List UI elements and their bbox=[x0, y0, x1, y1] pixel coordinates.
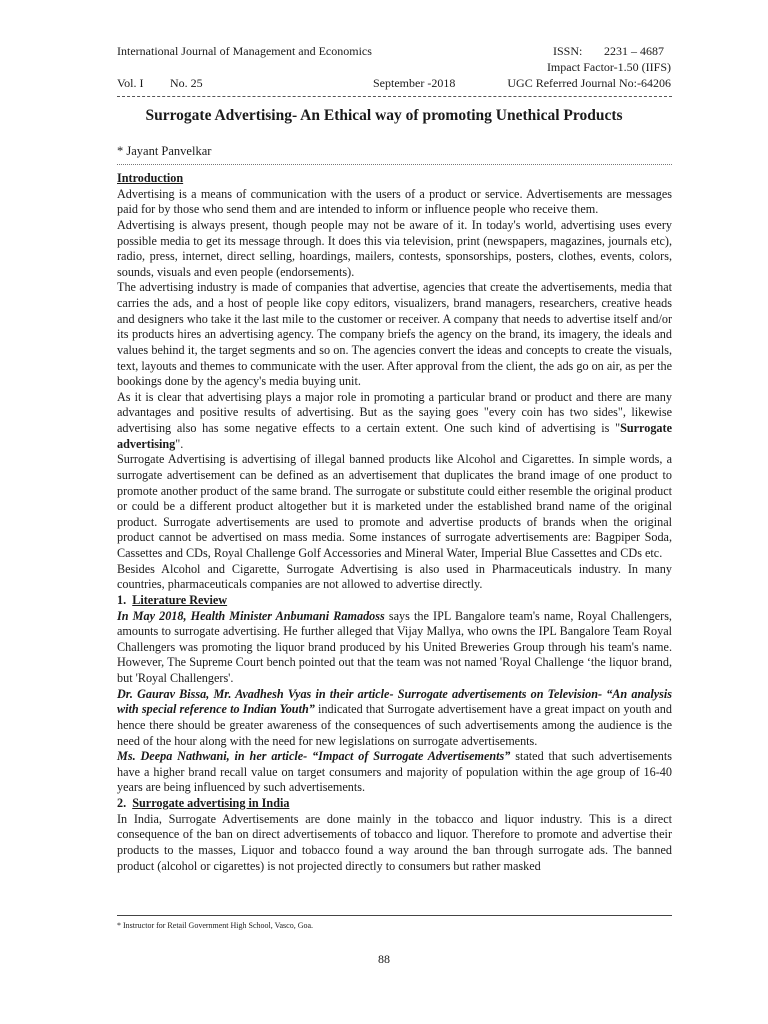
header-divider bbox=[117, 96, 672, 97]
intro-paragraph-1: Advertising is a means of communication with the users of a product or service. Advertisements are messages paid for by those who send them and are intended to inform or influence people who receive them. bbox=[117, 186, 672, 217]
page-number: 88 bbox=[378, 952, 390, 966]
issn-label: ISSN: bbox=[553, 44, 583, 58]
intro-paragraph-4: As it is clear that advertising plays a major role in promoting a particular brand or product and there are many advantages and positive results of advertising. But as the saying goes "every coin has two sides", likewise advertising also has some negative effects to a certain extent. One such kind of advertising is "Surrogate advertising". bbox=[117, 389, 672, 451]
footnote-divider bbox=[117, 915, 672, 916]
india-heading: 2. Surrogate advertising in India bbox=[117, 796, 290, 810]
intro-paragraph-5: Surrogate Advertising is advertising of illegal banned products like Alcohol and Cigarettes. In simple words, a surrogate advertisement can be defined as an advertisement that duplicates the brand image of one product to promote another product of the same brand. The surrogate or substitute could either resemble the original product or could be a different product altogether but it is marketed under the established brand name of the original product. Surrogate advertisements are used to promote and advertise products of brands when the original product cannot be advertised on mass media. Some instances of surrogate advertisements are: Bagpiper Soda, Cassettes and CDs, Royal Challenge Golf Accessories and Mineral Water, Imperial Blue Cassettes and CDs etc. bbox=[117, 452, 672, 560]
intro-paragraph-3: The advertising industry is made of companies that advertise, agencies that create the advertisements, media that carries the ads, and a host of people like copy editors, visualizers, brand managers, researchers, creative heads and designers who take it the last mile to the customer or receiver. A company that needs to advertise itself and/or its products hires an advertising agency. The company briefs the agency on the brand, its imagery, the ideals and values behind it, the target segments and so on. The agencies convert the ideas and concepts to create the visuals, text, layouts and themes to communicate with the user. After approval from the client, the ads go on air, as per the bookings done by the agency's media buying unit. bbox=[117, 280, 672, 389]
article-body bbox=[117, 171, 672, 874]
literature-review-1: In May 2018, Health Minister Anbumani Ramadoss says the IPL Bangalore team's name, Royal Challengers, amounts to surrogate advertising. He further alleged that Vijay Mallya, who owns the IPL Bangalore Team Royal Challengers was promoting the liquor brand produced by his United Breweries Group through his team's name. However, The Supreme Court bench pointed out that the team was not named 'Royal Challenge ‘the liquor brand, but 'Royal Challengers'. bbox=[117, 608, 672, 685]
literature-review-2: Dr. Gaurav Bissa, Mr. Avadhesh Vyas in their article- Surrogate advertisements on Television- “An analysis with special reference to Indian Youth” indicated that Surrogate advertisement have a great impact on youth and hence there should be greater awareness of the consequences of such advertisements among the audience is the need of the hour along with the need for new legislations on surrogate advertisements. bbox=[117, 686, 672, 748]
journal-name: International Journal of Management and Economics bbox=[117, 44, 372, 58]
article-title: Surrogate Advertising- An Ethical way of promoting Unethical Products bbox=[145, 107, 623, 124]
volume: Vol. I bbox=[117, 76, 144, 90]
india-paragraph-1: In India, Surrogate Advertisements are done mainly in the tobacco and liquor industry. This is a direct consequence of the ban on direct advertisements of tobacco and liquor. Therefore to promote and advertise their products to the masses, Liquor and tobacco found a way around the ban through surrogate ads. The banned product (alcohol or cigarettes) is not projected directly to consumers but rather masked bbox=[117, 811, 672, 873]
issue-date: September -2018 bbox=[373, 76, 456, 90]
issn-value: 2231 – 4687 bbox=[604, 44, 664, 58]
literature-review-3: Ms. Deepa Nathwani, in her article- “Impact of Surrogate Advertisements” stated that such advertisements have a higher brand recall value on target consumers and majority of population within the age group of 16-40 years are being influenced by such advertisements. bbox=[117, 749, 672, 795]
author-divider bbox=[117, 164, 672, 165]
issue-number: No. 25 bbox=[170, 76, 203, 90]
author-footnote: * Instructor for Retail Government High School, Vasco, Goa. bbox=[117, 921, 314, 930]
intro-heading: Introduction bbox=[117, 171, 184, 185]
intro-paragraph-6: Besides Alcohol and Cigarette, Surrogate Advertising is also used in Pharmaceuticals industry. In many countries, pharmaceuticals companies are not allowed to advertise directly. bbox=[117, 561, 672, 592]
intro-paragraph-2: Advertising is always present, though people may not be aware of it. In today's world, advertising uses every possible media to get its message through. It does this via television, print (newspapers, magazines, journals etc), radio, press, internet, direct selling, hoardings, mailers, contests, sponsorships, posters, clothes, events, colors, sounds, visuals and even people (endorsements). bbox=[117, 217, 672, 279]
impact-factor: Impact Factor-1.50 (IIFS) bbox=[546, 60, 671, 74]
ugc-number: UGC Referred Journal No:-64206 bbox=[507, 76, 671, 90]
surrogate-advertising-term: Surrogate advertising bbox=[117, 421, 672, 451]
literature-heading: 1. Literature Review bbox=[117, 592, 228, 607]
author: * Jayant Panvelkar bbox=[117, 144, 212, 158]
